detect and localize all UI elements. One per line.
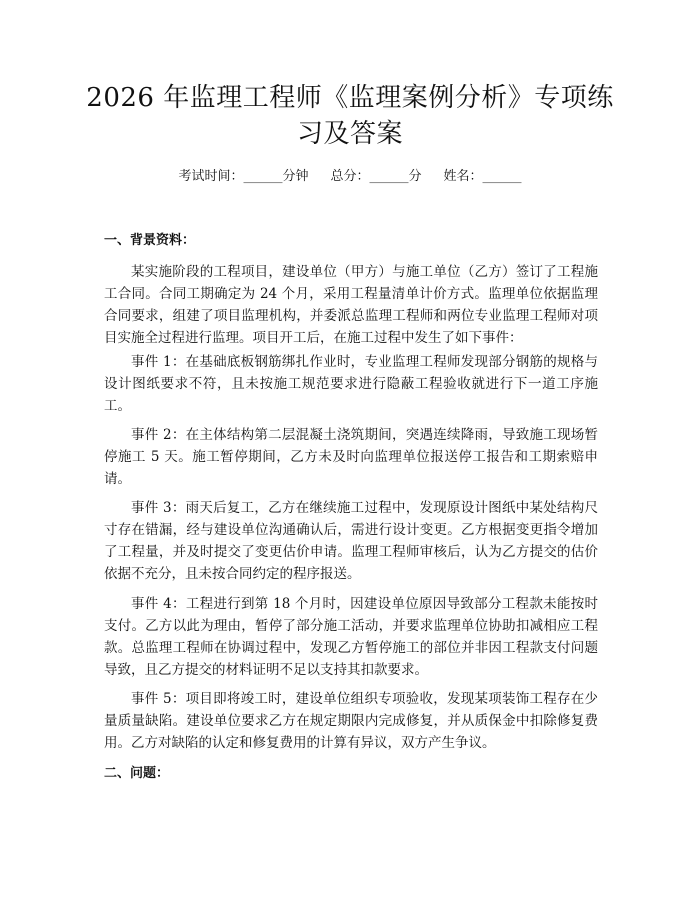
total-score-label: 总分： <box>330 169 370 184</box>
paragraph-event-1: 事件 1：在基础底板钢筋绑扎作业时，专业监理工程师发现部分钢筋的规格与设计图纸要求不符，且未按施工规范要求进行隐蔽工程验收就进行下一道工序施工。 <box>104 354 598 414</box>
exam-time-label: 考试时间： <box>178 169 244 184</box>
section-heading-background: 一、背景资料： <box>104 233 196 248</box>
total-score-unit: 分 <box>408 169 422 184</box>
paragraph-event-4: 事件 4：工程进行到第 18 个月时，因建设单位原因导致部分工程款未能按时支付。乙方以此为理由，暂停了部分施工活动，并要求监理单位协助扣减相应工程款。总监理工程师在协调过程中，发现乙方暂停施工的部位并非因工程款支付问题导致，且乙方提交的材料证明不足以支持其扣款要求。 <box>104 596 598 678</box>
paragraph-background-intro: 某实施阶段的工程项目，建设单位（甲方）与施工单位（乙方）签订了工程施工合同。合同工期确定为 24 个月，采用工程量清单计价方式。监理单位依据监理合同要求，组建了项目监理机构，并委派总监理工程师和两位专业监理工程师对项目实施全过程进行监理。项目开工后，在施工过程中发生了如下事件： <box>104 264 598 346</box>
paragraph-event-3: 事件 3：雨天后复工，乙方在继续施工过程中，发现原设计图纸中某处结构尺寸存在错漏，经与建设单位沟通确认后，需进行设计变更。乙方根据变更指令增加了工程量，并及时提交了变更估价申请。监理工程师审核后，认为乙方提交的估价依据不充分，且未按合同约定的程序报送。 <box>104 500 598 582</box>
exam-time-unit: 分钟 <box>282 169 309 184</box>
title-line-2: 习及答案 <box>296 119 403 149</box>
title-line-1: 2026 年监理工程师《监理案例分析》专项练 <box>86 83 614 113</box>
exam-time-blank: ______ <box>243 169 283 184</box>
document-title <box>80 80 620 152</box>
name-label: 姓名： <box>443 169 483 184</box>
name-blank: ______ <box>482 169 522 184</box>
paragraph-event-2: 事件 2：在主体结构第二层混凝土浇筑期间，突遇连续降雨，导致施工现场暂停施工 5 天。施工暂停期间，乙方未及时向监理单位报送停工报告和工期索赔申请。 <box>104 427 598 487</box>
section-heading-questions: 二、问题： <box>104 766 170 781</box>
exam-info-line <box>0 167 700 187</box>
total-score-blank: ______ <box>369 169 409 184</box>
paragraph-event-5: 事件 5：项目即将竣工时，建设单位组织专项验收，发现某项装饰工程存在少量质量缺陷。建设单位要求乙方在规定期限内完成修复，并从质保金中扣除修复费用。乙方对缺陷的认定和修复费用的计算有异议，双方产生争议。 <box>104 691 598 751</box>
